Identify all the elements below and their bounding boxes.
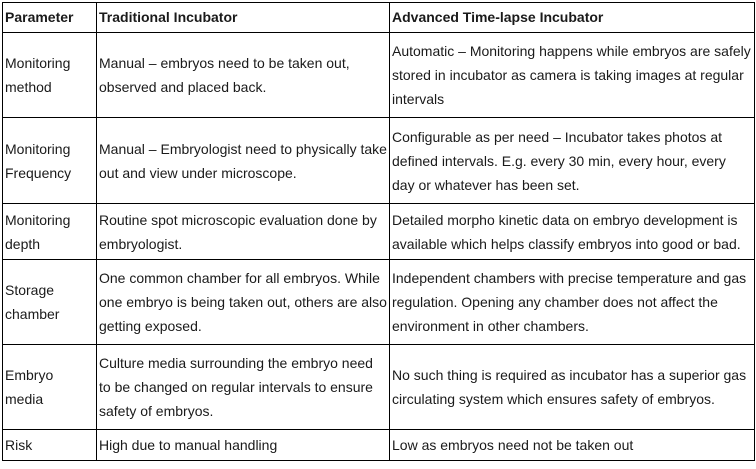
advanced-cell: Detailed morpho kinetic data on embryo development is available which helps classify embryos into good or bad. — [390, 204, 755, 260]
table-row — [3, 204, 755, 260]
advanced-cell: No such thing is required as incubator has a superior gas circulating system which ensures safety of embryos. — [390, 345, 755, 430]
table-row — [3, 260, 755, 345]
table-row — [3, 430, 755, 461]
parameter-cell: Embryo media — [3, 345, 97, 430]
parameter-cell: Monitoring method — [3, 33, 97, 118]
traditional-cell: High due to manual handling — [97, 430, 390, 461]
table-row — [3, 118, 755, 204]
advanced-cell: Independent chambers with precise temperature and gas regulation. Opening any chamber does not affect the environment in other chambers. — [390, 260, 755, 345]
parameter-cell: Monitoring Frequency — [3, 118, 97, 204]
advanced-cell: Low as embryos need not be taken out — [390, 430, 755, 461]
table-row — [3, 345, 755, 430]
header-advanced-incubator: Advanced Time-lapse Incubator — [390, 3, 755, 33]
traditional-cell: One common chamber for all embryos. While one embryo is being taken out, others are also getting exposed. — [97, 260, 390, 345]
header-traditional-incubator: Traditional Incubator — [97, 3, 390, 33]
traditional-cell: Manual – Embryologist need to physically take out and view under microscope. — [97, 118, 390, 204]
advanced-cell: Configurable as per need – Incubator takes photos at defined intervals. E.g. every 30 min, every hour, every day or whatever has been set. — [390, 118, 755, 204]
header-parameter: Parameter — [3, 3, 97, 33]
traditional-cell: Culture media surrounding the embryo need to be changed on regular intervals to ensure safety of embryos. — [97, 345, 390, 430]
parameter-cell: Monitoring depth — [3, 204, 97, 260]
parameter-cell: Storage chamber — [3, 260, 97, 345]
table-row — [3, 33, 755, 118]
advanced-cell: Automatic – Monitoring happens while embryos are safely stored in incubator as camera is taking images at regular intervals — [390, 33, 755, 118]
traditional-cell: Manual – embryos need to be taken out, observed and placed back. — [97, 33, 390, 118]
comparison-table — [2, 2, 755, 461]
traditional-cell: Routine spot microscopic evaluation done by embryologist. — [97, 204, 390, 260]
parameter-cell: Risk — [3, 430, 97, 461]
header-row — [3, 3, 755, 33]
